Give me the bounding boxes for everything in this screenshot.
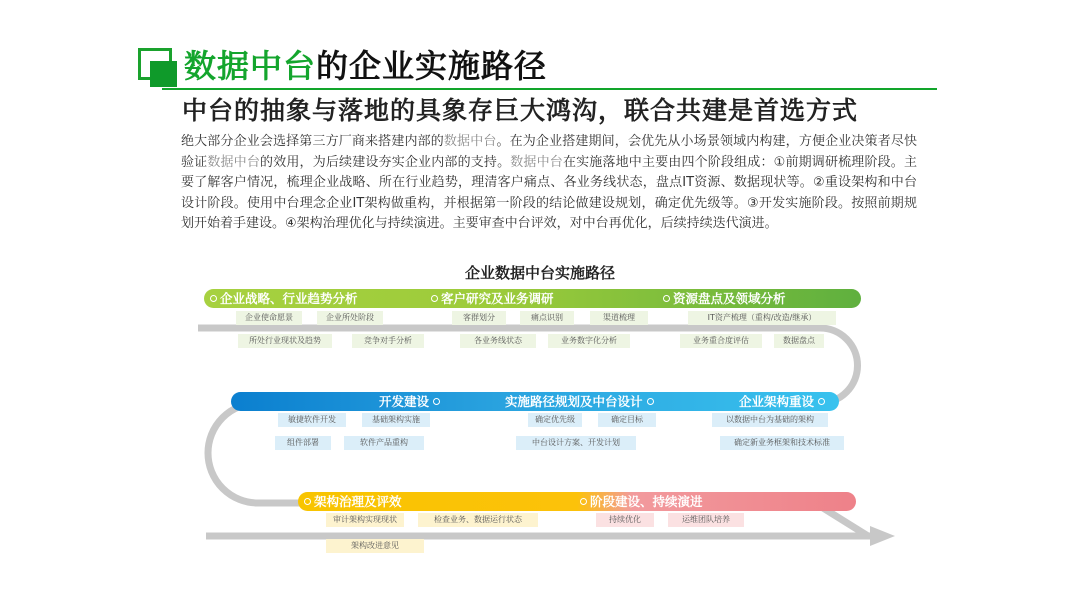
activity-tag: 确定优先级 — [528, 413, 582, 427]
stage-development: 开发建设 — [379, 392, 440, 411]
stage-resource-inventory: 资源盘点及领域分析 — [663, 289, 786, 308]
activity-tag: 软件产品重构 — [344, 436, 424, 450]
stage-strategy-analysis: 企业战略、行业趋势分析 — [210, 289, 358, 308]
stage-row-2 — [231, 392, 839, 411]
activity-tag: 组件部署 — [275, 436, 331, 450]
intro-highlight-2: 数据中台 — [207, 154, 261, 170]
stage-customer-research: 客户研究及业务调研 — [431, 289, 554, 308]
activity-tag: 架构改进意见 — [326, 539, 424, 553]
activity-tag: 业务数字化分析 — [548, 334, 630, 348]
path-arrow-head — [870, 526, 895, 546]
activity-tag: 客群划分 — [452, 311, 506, 325]
activity-tag: 各业务线状态 — [460, 334, 536, 348]
activity-tag: 敏捷软件开发 — [278, 413, 346, 427]
activity-tag: 所处行业现状及趋势 — [238, 334, 332, 348]
stage-continuous-evolution: 阶段建设、持续演进 — [580, 492, 703, 511]
activity-tag: 审计架构实现现状 — [326, 513, 404, 527]
activity-tag: 检查业务、数据运行状态 — [418, 513, 538, 527]
stage-governance: 架构治理及评效 — [304, 492, 402, 511]
activity-tag: IT资产梳理（重构/改造/继承） — [688, 311, 836, 325]
activity-tag: 企业使命愿景 — [236, 311, 302, 325]
stage-row-1 — [204, 289, 861, 308]
stage-architecture-redesign: 企业架构重设 — [739, 392, 825, 411]
intro-highlight-1: 数据中台 — [443, 134, 497, 149]
intro-text-2: 。在为企业搭建期间，会优先从小场景领域内构建，方便企业决策者尽快验证 — [181, 134, 917, 170]
activity-tag: 运维团队培养 — [668, 513, 744, 527]
activity-tag: 数据盘点 — [774, 334, 824, 348]
activity-tag: 中台设计方案、开发计划 — [516, 436, 636, 450]
stage-row-3 — [298, 492, 856, 511]
activity-tag: 痛点识别 — [520, 311, 574, 325]
activity-tag: 持续优化 — [596, 513, 654, 527]
activity-tag: 确定新业务框架和技术标准 — [720, 436, 844, 450]
activity-tag: 基础架构实施 — [362, 413, 430, 427]
activity-tag: 竞争对手分析 — [352, 334, 424, 348]
intro-text-4: 在实施落地中主要由四个阶段组成：①前期调研梳理阶段。主要了解客户情况，梳理企业战略、所在行业趋势，理清客户痛点、各业务线状态，盘点IT资源、数据现状等。②重设架构和中台设计阶段。使用中台理念企业IT架构做重构，并根据第一阶段的结论做建设规划，确定优先级等。③开发实施阶段。按照前期规划开始着手建设。④架构治理优化与持续演进。主要审查中台评效，对中台再优化，后续持续迭代演进。 — [181, 154, 917, 231]
activity-tag: 确定目标 — [598, 413, 656, 427]
title-part-highlight: 数据中台 — [184, 47, 317, 85]
page-subtitle: 中台的抽象与落地的具象存巨大鸿沟，联合共建是首选方式 — [182, 96, 859, 125]
intro-text-1: 绝大部分企业会选择第三方厂商来搭建内部的 — [181, 134, 444, 149]
stage-path-planning: 实施路径规划及中台设计 — [505, 392, 654, 411]
intro-text-3: 的效用，为后续建设夯实企业内部的支持。 — [260, 154, 511, 170]
activity-tag: 业务重合度评估 — [680, 334, 762, 348]
intro-highlight-3: 数据中台 — [510, 154, 563, 170]
activity-tag: 渠道梳理 — [590, 311, 648, 325]
diagram-title: 企业数据中台实施路径 — [464, 264, 615, 282]
activity-tag: 企业所处阶段 — [317, 311, 383, 325]
activity-tag: 以数据中台为基础的架构 — [712, 413, 828, 427]
title-part-rest: 的企业实施路径 — [316, 47, 548, 85]
